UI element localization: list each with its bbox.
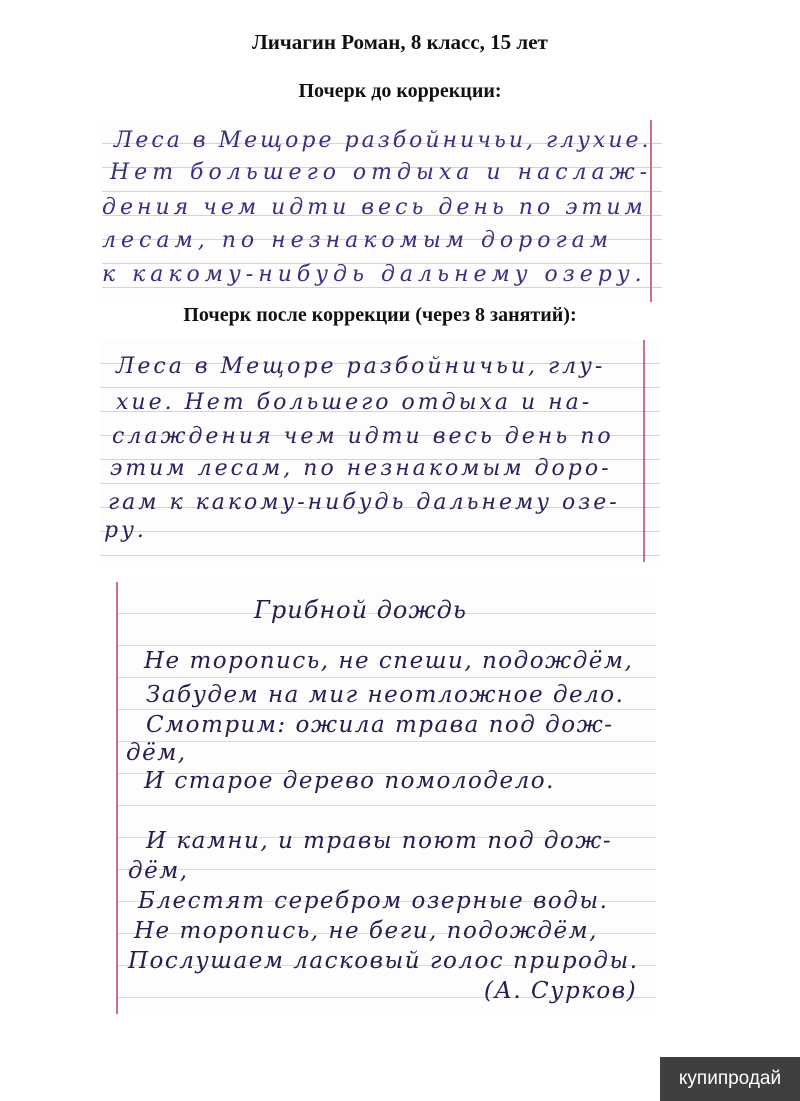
page-title: Личагин Роман, 8 класс, 15 лет [252, 30, 548, 54]
poem-line: И старое дерево помолодело. [144, 768, 555, 794]
handwriting-line: гам к какому-нибудь дальнему озе- [108, 490, 620, 515]
margin-line [116, 582, 118, 1014]
poem-line: дём, [126, 740, 187, 766]
handwriting-line: этим лесам, по незнакомым доро- [110, 456, 612, 481]
handwriting-line: лесам, по незнакомым дорогам [102, 228, 613, 253]
poem-line: Не торопись, не спеши, подождём, [144, 648, 634, 674]
handwriting-line: Леса в Мещоре разбойничьи, глухие. [114, 128, 652, 153]
poem-line: Блестят серебром озерные воды. [138, 888, 609, 914]
before-correction-sample [102, 120, 662, 302]
handwriting-line: дения чем идти весь день по этим [102, 195, 647, 220]
poem-author: (А. Сурков) [484, 978, 638, 1004]
margin-line [643, 340, 645, 562]
poem-line: Не торопись, не беги, подождём, [134, 918, 598, 944]
handwriting-line: Леса в Мещоре разбойничьи, глу- [116, 354, 606, 379]
handwriting-line: к какому-нибудь дальнему озеру. [102, 262, 647, 287]
poem-line: Забудем на миг неотложное дело. [146, 682, 625, 708]
handwriting-line: Нет большего отдыха и наслаж- [110, 160, 653, 185]
before-correction-heading: Почерк до коррекции: [298, 80, 502, 102]
handwriting-line: хие. Нет большего отдыха и на- [116, 390, 593, 415]
poem-title: Грибной дождь [254, 596, 467, 624]
after-correction-heading: Почерк после коррекции (через 8 занятий): [183, 304, 577, 326]
watermark-logo: купипродай [660, 1057, 800, 1101]
poem-line: дём, [128, 858, 189, 884]
after-correction-sample [100, 340, 660, 562]
poem-line: Смотрим: ожила трава под дож- [146, 712, 614, 738]
poem-line: И камни, и травы поют под дож- [146, 828, 613, 854]
handwriting-line: слаждения чем идти весь день по [112, 424, 614, 449]
handwriting-line: ру. [104, 518, 147, 543]
poem-line: Послушаем ласковый голос природы. [128, 948, 639, 974]
poem-sample [116, 582, 656, 1014]
